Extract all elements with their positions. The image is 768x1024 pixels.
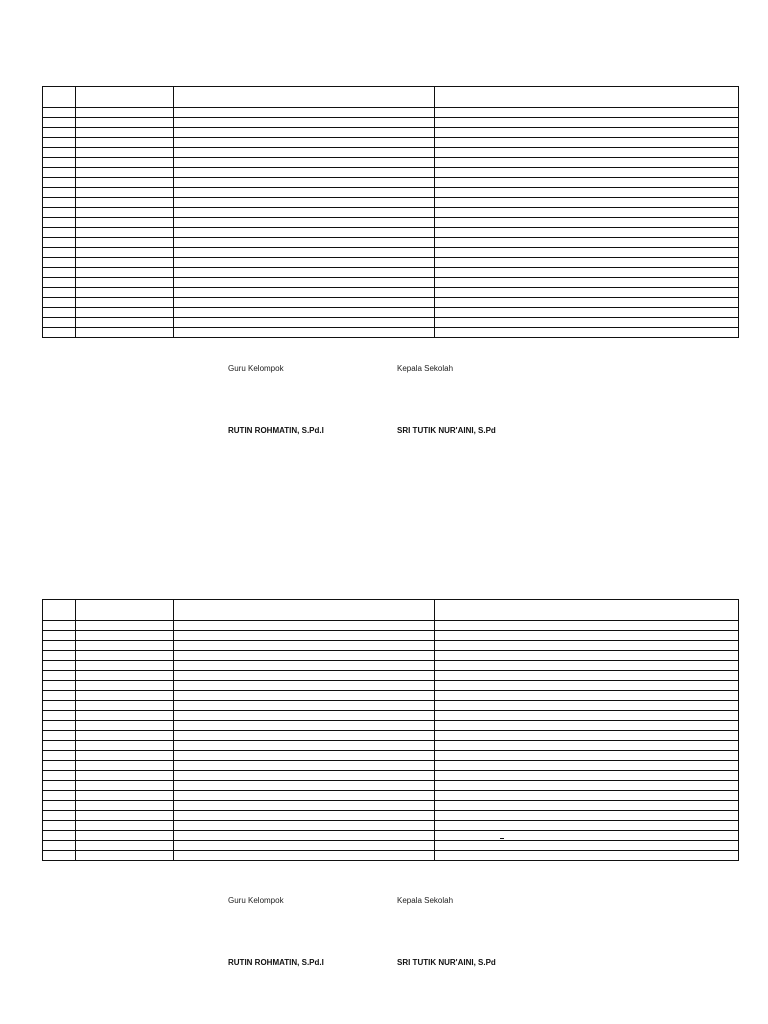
table-cell [435,641,739,651]
table-cell [435,268,739,278]
table-cell [435,651,739,661]
table-cell [76,298,174,308]
table-cell [174,138,435,148]
table-row [43,841,739,851]
table-cell [174,238,435,248]
table-cell [174,781,435,791]
table-body [43,600,739,861]
table-cell [435,308,739,318]
signature-left-name: RUTIN ROHMATIN, S.Pd.I [228,958,324,967]
table-cell [435,631,739,641]
table-cell [174,841,435,851]
table-row [43,681,739,691]
table-cell [435,831,739,841]
table-cell [435,108,739,118]
table-cell [174,831,435,841]
table-row [43,118,739,128]
table-cell [76,238,174,248]
table-cell [43,138,76,148]
table-cell [435,691,739,701]
table-cell [43,298,76,308]
table-row [43,258,739,268]
stray-dash-mark [500,838,504,839]
table-cell [76,661,174,671]
table-cell [43,641,76,651]
table-cell [76,711,174,721]
table-row [43,218,739,228]
table-cell [43,148,76,158]
table-cell [174,168,435,178]
table-cell [43,731,76,741]
table-cell [435,741,739,751]
table-cell [43,268,76,278]
table-cell [435,128,739,138]
table-cell [435,721,739,731]
table-cell [174,791,435,801]
table-header-row [43,600,739,621]
table-cell [43,801,76,811]
signature-right-role: Kepala Sekolah [397,896,454,905]
signature-left-name: RUTIN ROHMATIN, S.Pd.I [228,426,324,435]
table-cell [43,87,76,108]
table-cell [43,168,76,178]
table-header-row [43,87,739,108]
table-cell [43,821,76,831]
table-cell [174,821,435,831]
table-row [43,308,739,318]
table-row [43,691,739,701]
table-cell [435,671,739,681]
table-row [43,761,739,771]
table-cell [43,791,76,801]
table-cell [76,308,174,318]
table-cell [76,208,174,218]
table-row [43,781,739,791]
table-row [43,278,739,288]
table-cell [435,138,739,148]
table-cell [76,631,174,641]
table-cell [174,661,435,671]
table-cell [174,811,435,821]
table-cell [174,158,435,168]
table-cell [76,268,174,278]
table-cell [435,681,739,691]
table-cell [435,781,739,791]
table-cell [435,228,739,238]
table-row [43,188,739,198]
table-cell [435,771,739,781]
signature-left-role: Guru Kelompok [228,364,284,373]
table-cell [43,851,76,861]
table-row [43,248,739,258]
table-row [43,158,739,168]
table-cell [76,288,174,298]
table-cell [76,851,174,861]
table-cell [174,621,435,631]
table-cell [174,701,435,711]
table-cell [435,178,739,188]
table-cell [76,138,174,148]
table-row [43,208,739,218]
table-cell [435,801,739,811]
table-cell [174,228,435,238]
table-row [43,801,739,811]
table-cell [435,811,739,821]
table-cell [174,128,435,138]
table-cell [174,188,435,198]
table-cell [174,691,435,701]
table-cell [174,721,435,731]
table-cell [43,198,76,208]
table-cell [43,108,76,118]
table-cell [43,621,76,631]
table-cell [76,228,174,238]
table-cell [174,771,435,781]
table-cell [76,178,174,188]
table-cell [43,671,76,681]
table-cell [76,821,174,831]
table-cell [174,288,435,298]
table-cell [76,328,174,338]
table-cell [435,288,739,298]
signature-right-name: SRI TUTIK NUR'AINI, S.Pd [397,958,496,967]
table-cell [435,318,739,328]
table-cell [76,641,174,651]
table-row [43,318,739,328]
table-cell [435,298,739,308]
table-cell [43,218,76,228]
table-cell [76,198,174,208]
table-row [43,288,739,298]
table-row [43,641,739,651]
table-row [43,168,739,178]
table-cell [174,600,435,621]
table-cell [174,741,435,751]
table-cell [435,208,739,218]
table-row [43,128,739,138]
table-row [43,701,739,711]
table-cell [43,178,76,188]
table-cell [435,148,739,158]
table-cell [435,731,739,741]
table-cell [76,691,174,701]
table-cell [435,248,739,258]
table-cell [43,128,76,138]
table-cell [43,318,76,328]
table-cell [76,600,174,621]
table-cell [435,701,739,711]
blank-form-table-1 [42,86,739,338]
table-row [43,791,739,801]
table-cell [174,87,435,108]
table-row [43,651,739,661]
table-cell [174,631,435,641]
table-cell [76,258,174,268]
table-cell [174,671,435,681]
table-cell [174,218,435,228]
table-row [43,148,739,158]
table-cell [174,761,435,771]
table-cell [174,198,435,208]
table-cell [76,801,174,811]
table-cell [435,600,739,621]
table-cell [174,178,435,188]
table-cell [174,118,435,128]
table-cell [43,228,76,238]
table-cell [43,761,76,771]
table-cell [43,631,76,641]
table-cell [435,87,739,108]
table-row [43,138,739,148]
table-cell [174,268,435,278]
table-cell [76,681,174,691]
signature-right-role: Kepala Sekolah [397,364,454,373]
table-cell [43,721,76,731]
table-row [43,328,739,338]
table-cell [435,841,739,851]
table-cell [76,87,174,108]
table-cell [43,781,76,791]
table-cell [76,791,174,801]
table-cell [174,641,435,651]
table-row [43,831,739,841]
table-cell [43,248,76,258]
table-cell [435,851,739,861]
table-cell [76,248,174,258]
table-cell [43,661,76,671]
blank-form-table-2 [42,599,739,861]
table-cell [174,208,435,218]
table-cell [76,118,174,128]
table-cell [174,108,435,118]
table-row [43,751,739,761]
table-cell [43,741,76,751]
table-cell [174,651,435,661]
table-cell [435,621,739,631]
table-cell [174,731,435,741]
table-cell [76,318,174,328]
table-cell [76,158,174,168]
table-cell [435,198,739,208]
table-cell [435,158,739,168]
table-cell [76,771,174,781]
table-row [43,711,739,721]
table-cell [76,621,174,631]
table-cell [76,731,174,741]
table-cell [435,761,739,771]
table-cell [43,771,76,781]
table-row [43,721,739,731]
table-cell [76,761,174,771]
table-cell [43,238,76,248]
table-cell [435,751,739,761]
table-cell [76,128,174,138]
table-cell [174,328,435,338]
signature-left-role: Guru Kelompok [228,896,284,905]
table-cell [43,811,76,821]
table-cell [76,841,174,851]
table-cell [174,851,435,861]
table-cell [43,600,76,621]
table-cell [174,258,435,268]
table-cell [76,741,174,751]
table-cell [174,318,435,328]
table-cell [174,278,435,288]
table-cell [76,651,174,661]
table-cell [435,328,739,338]
table-cell [435,258,739,268]
signature-right-name: SRI TUTIK NUR'AINI, S.Pd [397,426,496,435]
table-cell [76,751,174,761]
table-cell [43,208,76,218]
table-cell [435,188,739,198]
table-cell [43,188,76,198]
table-cell [76,781,174,791]
table-cell [174,298,435,308]
table-cell [435,661,739,671]
table-row [43,621,739,631]
table-cell [435,238,739,248]
table-cell [174,801,435,811]
table-cell [76,831,174,841]
table-cell [43,831,76,841]
table-cell [76,701,174,711]
table-cell [76,168,174,178]
table-cell [76,811,174,821]
table-cell [43,681,76,691]
table-row [43,178,739,188]
table-cell [174,308,435,318]
table-cell [174,711,435,721]
table-cell [43,278,76,288]
table-cell [174,751,435,761]
table-cell [76,278,174,288]
table-cell [76,188,174,198]
table-cell [76,218,174,228]
table-body [43,87,739,338]
table-row [43,741,739,751]
table-row [43,198,739,208]
table-cell [435,821,739,831]
table-cell [43,841,76,851]
table-cell [43,711,76,721]
table-cell [435,791,739,801]
table-cell [43,118,76,128]
table-cell [435,168,739,178]
table-cell [76,721,174,731]
table-row [43,268,739,278]
table-row [43,811,739,821]
table-cell [76,108,174,118]
table-cell [435,278,739,288]
table-cell [435,218,739,228]
table-row [43,238,739,248]
table-cell [174,248,435,258]
table-row [43,298,739,308]
table-cell [76,671,174,681]
table-cell [43,308,76,318]
table-row [43,771,739,781]
table-cell [43,158,76,168]
table-cell [43,328,76,338]
table-cell [43,701,76,711]
table-cell [76,148,174,158]
table-cell [43,258,76,268]
table-cell [43,651,76,661]
table-row [43,228,739,238]
table-row [43,851,739,861]
table-row [43,731,739,741]
table-row [43,631,739,641]
table-cell [435,711,739,721]
table-cell [43,691,76,701]
table-cell [174,681,435,691]
table-row [43,108,739,118]
table-cell [174,148,435,158]
table-cell [43,751,76,761]
table-row [43,661,739,671]
table-row [43,821,739,831]
table-cell [435,118,739,128]
table-cell [43,288,76,298]
table-row [43,671,739,681]
